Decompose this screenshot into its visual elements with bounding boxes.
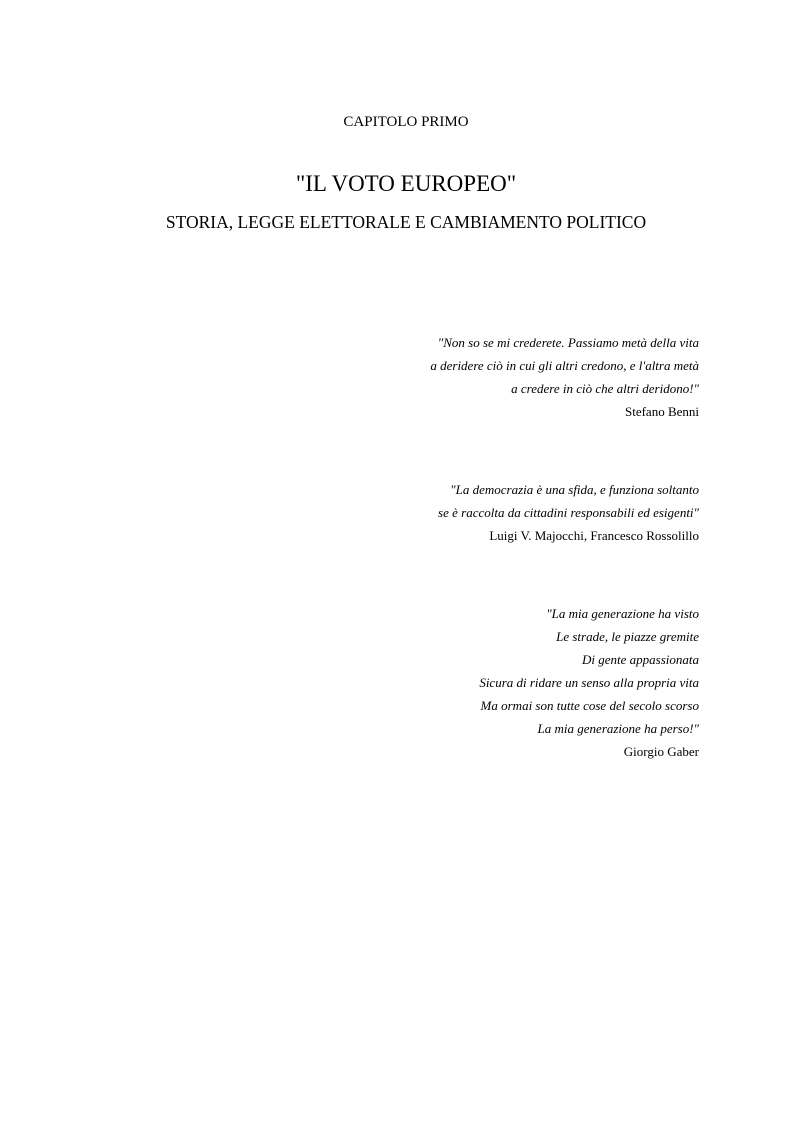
epigraph-line: La mia generazione ha perso!"	[537, 721, 699, 736]
chapter-title: "IL VOTO EUROPEO"	[295, 171, 517, 196]
epigraph-line: a credere in ciò che altri deridono!"	[511, 381, 699, 396]
epigraph-line: Di gente appassionata	[582, 652, 699, 667]
epigraph-author: Luigi V. Majocchi, Francesco Rossolillo	[489, 528, 699, 543]
epigraph-author: Giorgio Gaber	[623, 744, 699, 759]
epigraph-benni	[430, 331, 699, 423]
epigraph-line: a deridere ciò in cui gli altri credono, e l'altra metà	[430, 358, 699, 373]
epigraph-line: "Non so se mi crederete. Passiamo metà della vita	[437, 335, 699, 350]
chapter-subtitle: STORIA, LEGGE ELETTORALE E CAMBIAMENTO POLITICO	[165, 212, 647, 232]
epigraph-author: Stefano Benni	[624, 404, 699, 419]
epigraph-line: Sicura di ridare un senso alla propria vita	[479, 675, 699, 690]
chapter-label: CAPITOLO PRIMO	[343, 114, 469, 130]
epigraph-line: Ma ormai son tutte cose del secolo scorso	[480, 698, 699, 713]
epigraph-line: "La mia generazione ha visto	[546, 606, 699, 621]
epigraph-majocchi	[438, 478, 699, 547]
epigraph-line: Le strade, le piazze gremite	[556, 629, 699, 644]
epigraph-line: se è raccolta da cittadini responsabili ed esigenti"	[438, 505, 699, 520]
epigraph-line: "La democrazia è una sfida, e funziona soltanto	[450, 482, 699, 497]
epigraph-gaber	[479, 602, 699, 763]
